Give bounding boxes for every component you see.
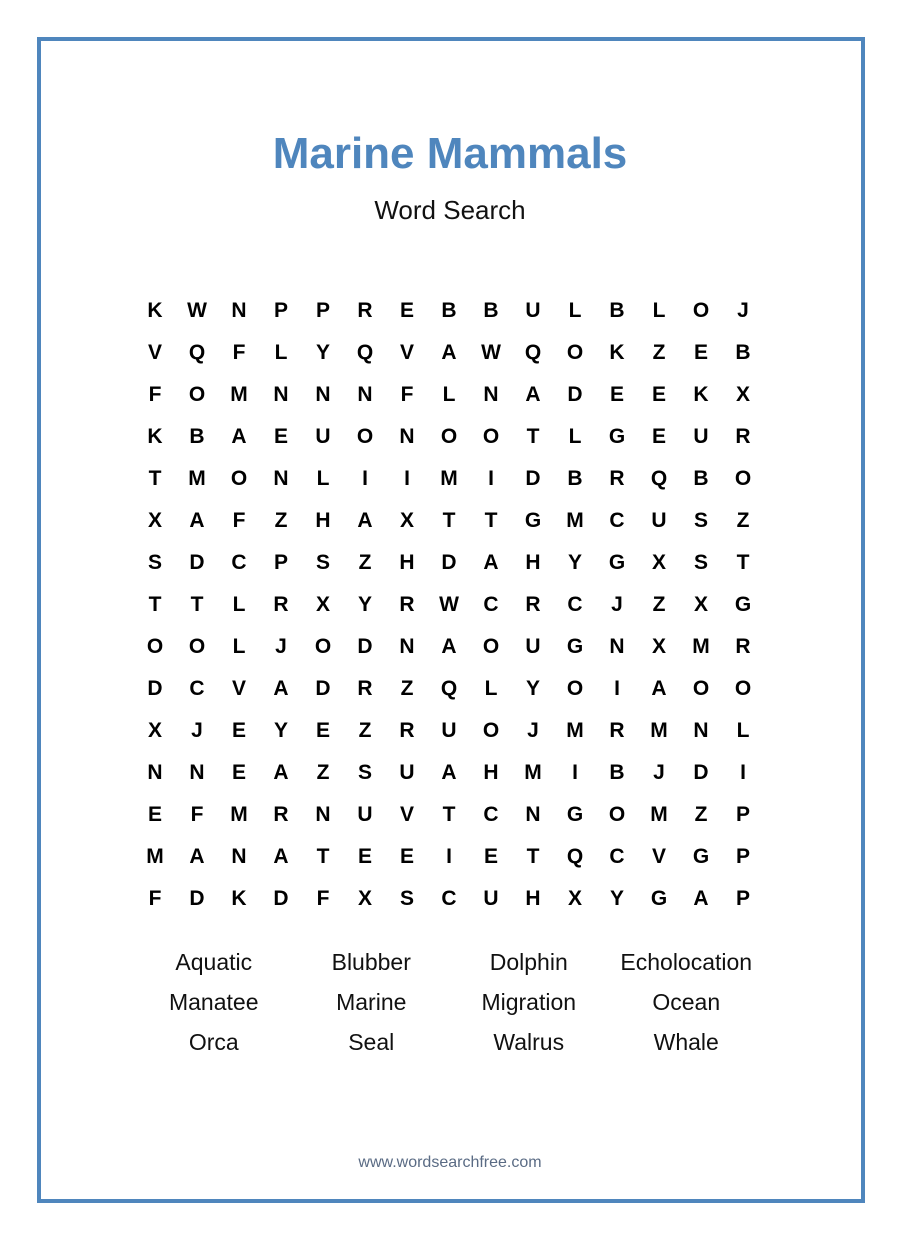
grid-cell: X <box>315 593 330 616</box>
grid-cell: R <box>357 299 373 322</box>
grid-cell: N <box>189 761 205 784</box>
grid-cell: D <box>189 551 205 574</box>
grid-cell: O <box>356 425 374 448</box>
grid-cell: K <box>147 425 163 448</box>
grid-cell: A <box>273 677 289 700</box>
grid-cell: K <box>693 383 709 406</box>
grid-cell: A <box>357 509 373 532</box>
grid-cell: T <box>190 593 204 616</box>
grid-cell: E <box>315 719 330 742</box>
word-list-item: Ocean <box>652 989 721 1015</box>
footer-url: www.wordsearchfree.com <box>358 1154 542 1171</box>
word-list <box>135 944 765 1064</box>
grid-cell: S <box>399 887 414 910</box>
grid-cell: M <box>230 803 248 826</box>
grid-cell: A <box>441 341 457 364</box>
grid-cell: X <box>735 383 750 406</box>
grid-cell: I <box>404 467 410 490</box>
word-list-item: Dolphin <box>489 949 568 975</box>
grid-cell: Y <box>357 593 372 616</box>
word-list-item: Whale <box>653 1029 719 1055</box>
grid-cell: H <box>525 887 541 910</box>
grid-cell: P <box>273 551 288 574</box>
word-list-item: Echolocation <box>620 949 753 975</box>
grid-cell: A <box>525 383 541 406</box>
grid-cell: D <box>357 635 373 658</box>
grid-cell: M <box>440 467 458 490</box>
grid-cell: L <box>442 383 456 406</box>
grid-cell: C <box>231 551 247 574</box>
grid-cell: S <box>693 551 708 574</box>
grid-cell: R <box>273 803 289 826</box>
grid-cell: I <box>362 467 368 490</box>
grid-cell: L <box>652 299 666 322</box>
grid-cell: C <box>609 509 625 532</box>
grid-cell: J <box>527 719 539 742</box>
grid-cell: L <box>484 677 498 700</box>
grid-cell: U <box>399 761 415 784</box>
grid-cell: M <box>146 845 164 868</box>
grid-cell: U <box>525 299 541 322</box>
grid-cell: V <box>651 845 666 868</box>
grid-cell: O <box>692 299 710 322</box>
grid-cell: T <box>316 845 330 868</box>
grid-cell: Y <box>273 719 288 742</box>
grid-cell: B <box>567 467 583 490</box>
grid-cell: O <box>734 677 752 700</box>
grid-cell: O <box>146 635 164 658</box>
word-list-item: Blubber <box>331 949 411 975</box>
grid-cell: N <box>315 803 331 826</box>
grid-cell: L <box>232 593 246 616</box>
grid-cell: D <box>567 383 583 406</box>
grid-cell: B <box>609 761 625 784</box>
grid-cell: T <box>442 803 456 826</box>
grid-cell: R <box>609 467 625 490</box>
grid-cell: F <box>190 803 204 826</box>
grid-cell: M <box>650 803 668 826</box>
grid-cell: O <box>188 635 206 658</box>
grid-cell: O <box>692 677 710 700</box>
grid-cell: E <box>609 383 624 406</box>
grid-cell: M <box>692 635 710 658</box>
grid-cell: N <box>693 719 709 742</box>
grid-cell: D <box>693 761 709 784</box>
grid-cell: E <box>651 425 666 448</box>
grid-cell: B <box>693 467 709 490</box>
grid-cell: B <box>735 341 751 364</box>
grid-cell: N <box>609 635 625 658</box>
grid-cell: L <box>316 467 330 490</box>
grid-cell: Q <box>188 341 206 364</box>
grid-cell: Q <box>566 845 584 868</box>
word-list-item: Marine <box>336 989 407 1015</box>
grid-cell: G <box>566 803 584 826</box>
grid-cell: O <box>482 719 500 742</box>
grid-cell: J <box>191 719 203 742</box>
grid-cell: F <box>232 509 246 532</box>
grid-cell: Z <box>694 803 708 826</box>
grid-cell: B <box>483 299 499 322</box>
grid-cell: Z <box>358 551 372 574</box>
grid-cell: A <box>273 761 289 784</box>
grid-cell: G <box>692 845 710 868</box>
grid-cell: U <box>315 425 331 448</box>
grid-cell: T <box>736 551 750 574</box>
grid-cell: G <box>608 551 626 574</box>
grid-cell: R <box>399 719 415 742</box>
grid-cell: U <box>441 719 457 742</box>
grid-cell: N <box>399 635 415 658</box>
grid-cell: H <box>315 509 331 532</box>
grid-cell: P <box>273 299 288 322</box>
grid-cell: E <box>483 845 498 868</box>
grid-cell: V <box>399 803 414 826</box>
grid-cell: P <box>735 803 750 826</box>
grid-cell: X <box>567 887 582 910</box>
grid-cell: M <box>566 509 584 532</box>
word-list-item: Walrus <box>493 1029 565 1055</box>
word-list-item: Orca <box>188 1029 239 1055</box>
grid-cell: N <box>231 299 247 322</box>
grid-cell: I <box>572 761 578 784</box>
grid-cell: G <box>566 635 584 658</box>
grid-cell: S <box>357 761 372 784</box>
grid-cell: D <box>147 677 163 700</box>
grid-cell: F <box>148 887 162 910</box>
grid-cell: J <box>275 635 287 658</box>
page-title: Marine Mammals <box>272 129 628 178</box>
grid-cell: O <box>482 425 500 448</box>
grid-cell: L <box>568 299 582 322</box>
grid-cell: T <box>484 509 498 532</box>
grid-cell: T <box>526 845 540 868</box>
grid-cell: F <box>232 341 246 364</box>
grid-cell: Z <box>358 719 372 742</box>
grid-cell: C <box>567 593 583 616</box>
letter-grid <box>134 290 764 920</box>
grid-cell: B <box>441 299 457 322</box>
grid-cell: F <box>148 383 162 406</box>
grid-cell: R <box>735 635 751 658</box>
grid-cell: A <box>693 887 709 910</box>
grid-cell: B <box>609 299 625 322</box>
grid-cell: D <box>315 677 331 700</box>
grid-cell: G <box>650 887 668 910</box>
grid-cell: Z <box>652 593 666 616</box>
grid-cell: O <box>566 677 584 700</box>
grid-cell: D <box>189 887 205 910</box>
grid-cell: N <box>399 425 415 448</box>
grid-cell: Q <box>524 341 542 364</box>
grid-cell: A <box>273 845 289 868</box>
grid-cell: A <box>441 761 457 784</box>
grid-cell: R <box>399 593 415 616</box>
grid-cell: Z <box>274 509 288 532</box>
grid-cell: E <box>399 845 414 868</box>
grid-cell: E <box>231 761 246 784</box>
grid-cell: P <box>315 299 330 322</box>
grid-cell: H <box>399 551 415 574</box>
grid-cell: Q <box>650 467 668 490</box>
grid-cell: Q <box>440 677 458 700</box>
grid-cell: D <box>273 887 289 910</box>
grid-cell: M <box>188 467 206 490</box>
grid-cell: X <box>651 551 666 574</box>
grid-cell: O <box>608 803 626 826</box>
grid-cell: B <box>189 425 205 448</box>
word-list-item: Manatee <box>168 989 259 1015</box>
grid-cell: A <box>189 509 205 532</box>
word-list-item: Seal <box>348 1029 395 1055</box>
grid-cell: E <box>399 299 414 322</box>
grid-cell: R <box>525 593 541 616</box>
grid-cell: X <box>147 719 162 742</box>
grid-cell: T <box>148 593 162 616</box>
grid-cell: R <box>735 425 751 448</box>
grid-cell: A <box>231 425 247 448</box>
grid-cell: H <box>525 551 541 574</box>
grid-cell: L <box>568 425 582 448</box>
grid-cell: C <box>483 803 499 826</box>
grid-cell: U <box>525 635 541 658</box>
grid-cell: V <box>231 677 246 700</box>
grid-cell: J <box>611 593 623 616</box>
grid-cell: R <box>273 593 289 616</box>
grid-cell: W <box>187 299 207 322</box>
grid-cell: N <box>357 383 373 406</box>
grid-cell: T <box>442 509 456 532</box>
grid-cell: V <box>399 341 414 364</box>
grid-cell: Z <box>400 677 414 700</box>
grid-cell: Z <box>316 761 330 784</box>
grid-cell: X <box>693 593 708 616</box>
grid-cell: S <box>315 551 330 574</box>
grid-cell: U <box>357 803 373 826</box>
grid-cell: N <box>315 383 331 406</box>
grid-cell: F <box>316 887 330 910</box>
grid-cell: T <box>526 425 540 448</box>
grid-cell: U <box>651 509 667 532</box>
grid-cell: A <box>483 551 499 574</box>
grid-cell: Z <box>736 509 750 532</box>
page-subtitle: Word Search <box>374 195 526 225</box>
grid-cell: A <box>441 635 457 658</box>
grid-cell: C <box>483 593 499 616</box>
grid-cell: I <box>488 467 494 490</box>
grid-cell: I <box>740 761 746 784</box>
word-list-item: Migration <box>481 989 577 1015</box>
grid-cell: X <box>357 887 372 910</box>
grid-cell: E <box>651 383 666 406</box>
grid-cell: K <box>609 341 625 364</box>
grid-cell: Y <box>567 551 582 574</box>
grid-cell: W <box>439 593 459 616</box>
grid-cell: G <box>608 425 626 448</box>
grid-cell: C <box>441 887 457 910</box>
grid-cell: Q <box>356 341 374 364</box>
grid-cell: L <box>232 635 246 658</box>
grid-cell: N <box>273 467 289 490</box>
grid-cell: E <box>273 425 288 448</box>
grid-cell: G <box>524 509 542 532</box>
grid-cell: M <box>524 761 542 784</box>
grid-cell: D <box>441 551 457 574</box>
grid-cell: Y <box>315 341 330 364</box>
grid-cell: V <box>147 341 162 364</box>
grid-cell: Z <box>652 341 666 364</box>
grid-cell: R <box>609 719 625 742</box>
grid-cell: O <box>188 383 206 406</box>
grid-cell: A <box>189 845 205 868</box>
grid-cell: O <box>482 635 500 658</box>
grid-cell: I <box>446 845 452 868</box>
grid-cell: L <box>274 341 288 364</box>
grid-cell: Y <box>525 677 540 700</box>
grid-cell: C <box>189 677 205 700</box>
grid-cell: O <box>566 341 584 364</box>
grid-cell: P <box>735 845 750 868</box>
grid-cell: X <box>147 509 162 532</box>
grid-cell: P <box>735 887 750 910</box>
grid-cell: S <box>693 509 708 532</box>
grid-cell: E <box>147 803 162 826</box>
grid-cell: H <box>483 761 499 784</box>
grid-cell: W <box>481 341 501 364</box>
grid-cell: E <box>231 719 246 742</box>
grid-cell: M <box>566 719 584 742</box>
grid-cell: K <box>147 299 163 322</box>
grid-cell: I <box>614 677 620 700</box>
grid-cell: E <box>357 845 372 868</box>
grid-cell: X <box>651 635 666 658</box>
grid-cell: O <box>440 425 458 448</box>
grid-cell: O <box>734 467 752 490</box>
grid-cell: O <box>230 467 248 490</box>
grid-cell: X <box>399 509 414 532</box>
grid-cell: R <box>357 677 373 700</box>
grid-cell: J <box>653 761 665 784</box>
word-list-item: Aquatic <box>175 949 253 975</box>
grid-cell: M <box>650 719 668 742</box>
grid-cell: N <box>147 761 163 784</box>
grid-cell: E <box>693 341 708 364</box>
grid-cell: J <box>737 299 749 322</box>
grid-cell: U <box>693 425 709 448</box>
grid-cell: S <box>147 551 162 574</box>
grid-cell: U <box>483 887 499 910</box>
grid-cell: G <box>734 593 752 616</box>
grid-cell: Y <box>609 887 624 910</box>
grid-cell: A <box>651 677 667 700</box>
grid-cell: L <box>736 719 750 742</box>
grid-cell: M <box>230 383 248 406</box>
grid-cell: N <box>483 383 499 406</box>
grid-cell: C <box>609 845 625 868</box>
grid-cell: K <box>231 887 247 910</box>
grid-cell: N <box>273 383 289 406</box>
grid-cell: N <box>231 845 247 868</box>
grid-cell: T <box>148 467 162 490</box>
grid-cell: D <box>525 467 541 490</box>
grid-cell: F <box>400 383 414 406</box>
grid-cell: N <box>525 803 541 826</box>
grid-cell: O <box>314 635 332 658</box>
